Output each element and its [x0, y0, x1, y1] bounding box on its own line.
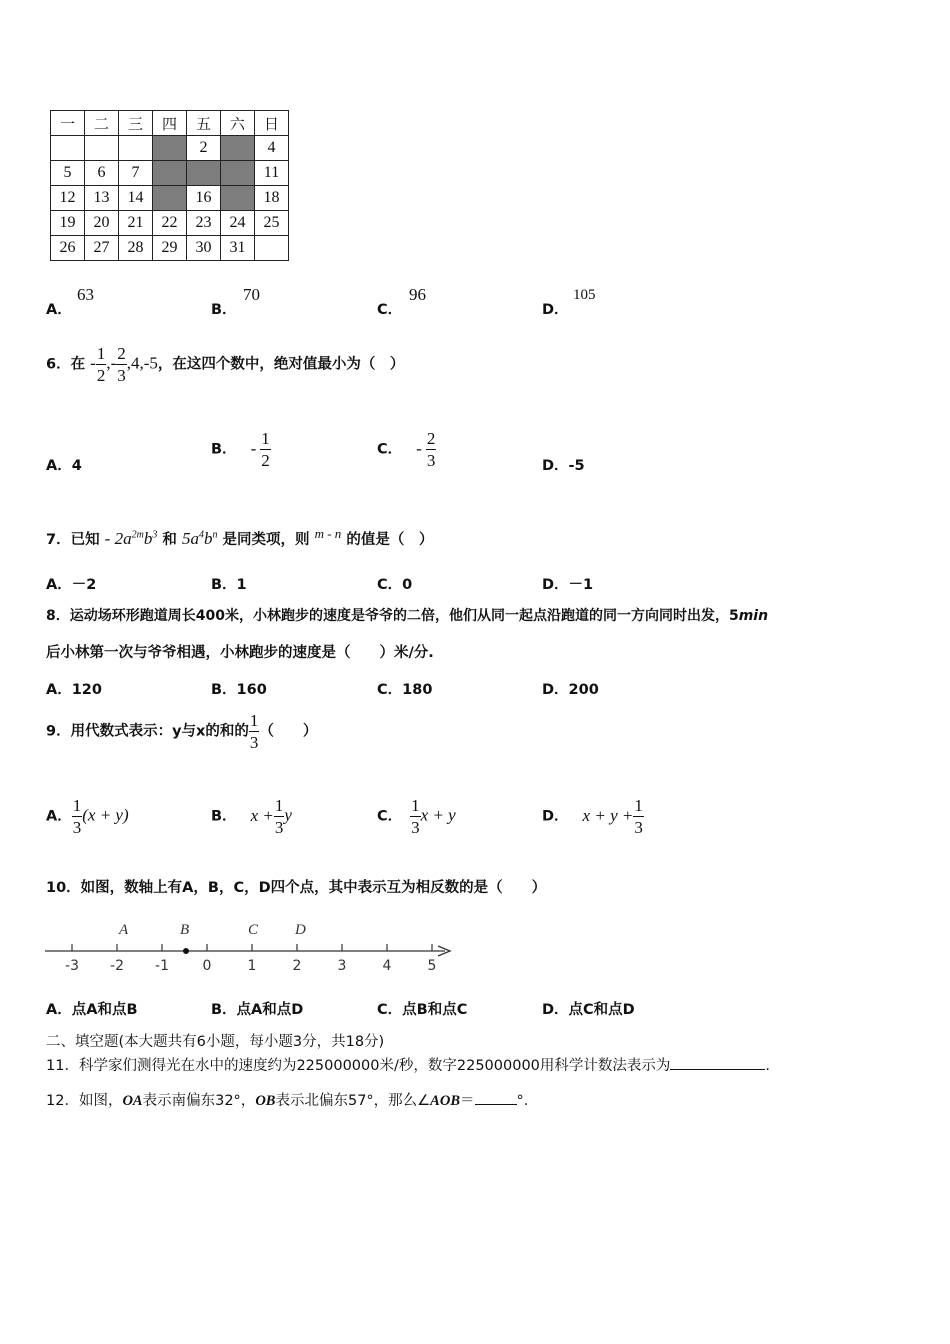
fraction: $\frac{1}{3}$: [634, 796, 643, 837]
question-12: 12．如图，OA表示南偏东32°，OB表示北偏东57°，那么∠AOB＝ °．: [46, 1093, 539, 1109]
question-7: 7．已知 - $2a^{2m}b^3$ 和 $5a^4b^n$ 是同类项，则 $^{m - n}$ 的值是（ ）: [46, 526, 434, 548]
answer-blank: [475, 1104, 517, 1105]
calendar-cell: 16: [187, 186, 221, 211]
calendar-cell: 29: [153, 236, 187, 261]
calendar-header: 日: [255, 111, 289, 136]
option-c: C． - $\frac{2}{3}$: [377, 429, 436, 470]
fraction: $\frac{2}{3}$: [117, 344, 126, 385]
calendar-cell: 21: [119, 211, 153, 236]
fraction: $\frac{1}{2}$: [261, 429, 270, 470]
point-b-dot: [183, 948, 189, 954]
calendar-cell: 11: [255, 161, 289, 186]
calendar-cell: 22: [153, 211, 187, 236]
expression: - $2a^{2m}b^3$: [104, 528, 158, 548]
question-6-number: 6．在: [46, 356, 86, 373]
calendar-cell: [51, 136, 85, 161]
calendar-cell: 5: [51, 161, 85, 186]
number-line-tick-label: -2: [110, 958, 124, 974]
option-b: B．: [211, 302, 237, 318]
fraction: $\frac{1}{3}$: [274, 796, 284, 837]
option-a: A． $\frac{1}{3}$ (x + y): [46, 796, 129, 837]
option-b: B．点A和点D: [211, 1002, 304, 1018]
fraction: $\frac{1}{3}$: [411, 796, 420, 837]
option-a: A．点A和点B: [46, 1002, 138, 1018]
fraction: $\frac{2}{3}$: [426, 429, 436, 470]
calendar-cell: 7: [119, 161, 153, 186]
calendar-row: [51, 186, 289, 211]
calendar-cell: 23: [187, 211, 221, 236]
number-line-tick-label: -1: [155, 958, 169, 974]
number-line: [40, 915, 460, 975]
question-10: 10．如图，数轴上有A，B，C，D四个点，其中表示互为相反数的是（ ）: [46, 880, 547, 896]
option-c: C． $\frac{1}{3}$ x + y: [377, 796, 456, 837]
calendar-cell: 26: [51, 236, 85, 261]
question-8-line1: 8．运动场环形跑道周长400米，小林跑步的速度是爷爷的二倍，他们从同一起点沿跑道的同一方向同时出发，5min: [46, 608, 769, 624]
number-line-tick-label: 5: [427, 958, 437, 974]
number-line-tick-label: 1: [247, 958, 257, 974]
calendar-header: 三: [119, 111, 153, 136]
calendar-cell-shaded: [221, 161, 255, 186]
calendar-cell-shaded: [221, 186, 255, 211]
question-8-line2: 后小林第一次与爷爷相遇，小林跑步的速度是（ ）米/分.: [46, 645, 434, 661]
calendar-cell-shaded: [153, 186, 187, 211]
calendar-cell: 27: [85, 236, 119, 261]
calendar-cell-shaded: [187, 161, 221, 186]
number-line-tick-label: 3: [337, 958, 347, 974]
option-c: C．180: [377, 682, 433, 698]
option-d: D．200: [542, 682, 599, 698]
number-line-tick-labels: [65, 958, 436, 974]
calendar-header: 四: [153, 111, 187, 136]
calendar-header: 六: [221, 111, 255, 136]
calendar-cell: 18: [255, 186, 289, 211]
calendar-row: [51, 236, 289, 261]
calendar-row: [51, 136, 289, 161]
number-line-tick-label: 4: [382, 958, 392, 974]
point-label-d: D: [295, 922, 306, 938]
option-d: D．-5: [542, 458, 585, 474]
calendar-cell: 28: [119, 236, 153, 261]
section-heading: 二、填空题(本大题共有6小题，每小题3分，共18分): [46, 1034, 385, 1050]
option-d: D． x + y + $\frac{1}{3}$: [542, 796, 643, 837]
option-d-value: 105: [573, 287, 596, 303]
option-b: B． - $\frac{1}{2}$: [211, 429, 270, 470]
number-line-tick-label: 2: [292, 958, 302, 974]
option-b: B．1: [211, 577, 247, 593]
fraction: $\frac{1}{2}$: [96, 344, 106, 385]
option-c: C．: [377, 302, 403, 318]
calendar-row: [51, 211, 289, 236]
option-d: D．: [542, 302, 569, 318]
fraction: $\frac{1}{3}$: [72, 796, 82, 837]
calendar-cell: [119, 136, 153, 161]
expression: $5a^4b^n$: [181, 528, 218, 548]
option-b-value: 70: [243, 285, 260, 304]
calendar-cell: 20: [85, 211, 119, 236]
fraction: $\frac{1}{3}$: [249, 711, 259, 752]
option-a: A．120: [46, 682, 102, 698]
option-c: C．0: [377, 577, 413, 593]
calendar-cell: 24: [221, 211, 255, 236]
calendar-cell-shaded: [153, 136, 187, 161]
expression: m - n: [314, 526, 342, 541]
calendar-cell: 14: [119, 186, 153, 211]
calendar-cell: [255, 236, 289, 261]
calendar-cell: 19: [51, 211, 85, 236]
calendar-cell-shaded: [221, 136, 255, 161]
option-a: A．4: [46, 458, 82, 474]
option-d: D．－1: [542, 577, 594, 593]
calendar-header: 一: [51, 111, 85, 136]
option-d: D．点C和点D: [542, 1002, 635, 1018]
point-label-a: A: [119, 922, 129, 938]
calendar-cell-shaded: [153, 161, 187, 186]
question-9: 9．用代数式表示：y与x的和的 $\frac{1}{3}$ （ ）: [46, 711, 318, 752]
answer-blank: [670, 1069, 765, 1070]
point-label-c: C: [248, 922, 259, 938]
calendar-cell: 30: [187, 236, 221, 261]
question-6-text: ，在这四个数中，绝对值最小为（ ）: [157, 356, 405, 373]
calendar-cell: 4: [255, 136, 289, 161]
calendar-cell: 12: [51, 186, 85, 211]
option-a: A．－2: [46, 577, 97, 593]
option-b: B． x + $\frac{1}{3}$ y: [211, 796, 292, 837]
question-6: 6．在 - $\frac{1}{2}$ ,- $\frac{2}{3}$ ,4,-5，在这四个数中，绝对值最小为（ ）: [46, 344, 405, 385]
option-c: C．点B和点C: [377, 1002, 468, 1018]
option-c-value: 96: [409, 285, 426, 304]
option-a: A．: [46, 302, 72, 318]
number-line-tick-label: 0: [202, 958, 212, 974]
point-label-b: B: [180, 922, 190, 938]
calendar-cell: [85, 136, 119, 161]
number-line-ticks: [72, 944, 432, 951]
calendar-cell: 6: [85, 161, 119, 186]
option-a-value: 63: [77, 285, 94, 304]
number-line-tick-label: -3: [65, 958, 79, 974]
calendar-table: [50, 110, 289, 261]
calendar-cell: 2: [187, 136, 221, 161]
calendar-header: 五: [187, 111, 221, 136]
calendar-row: [51, 161, 289, 186]
calendar-cell: 25: [255, 211, 289, 236]
calendar-header-row: [51, 111, 289, 136]
calendar-header: 二: [85, 111, 119, 136]
calendar-cell: 31: [221, 236, 255, 261]
option-b: B．160: [211, 682, 267, 698]
calendar-cell: 13: [85, 186, 119, 211]
question-11: 11．科学家们测得光在水中的速度约为225000000米/秒，数字225000000用科学计数法表示为 .: [46, 1058, 770, 1074]
